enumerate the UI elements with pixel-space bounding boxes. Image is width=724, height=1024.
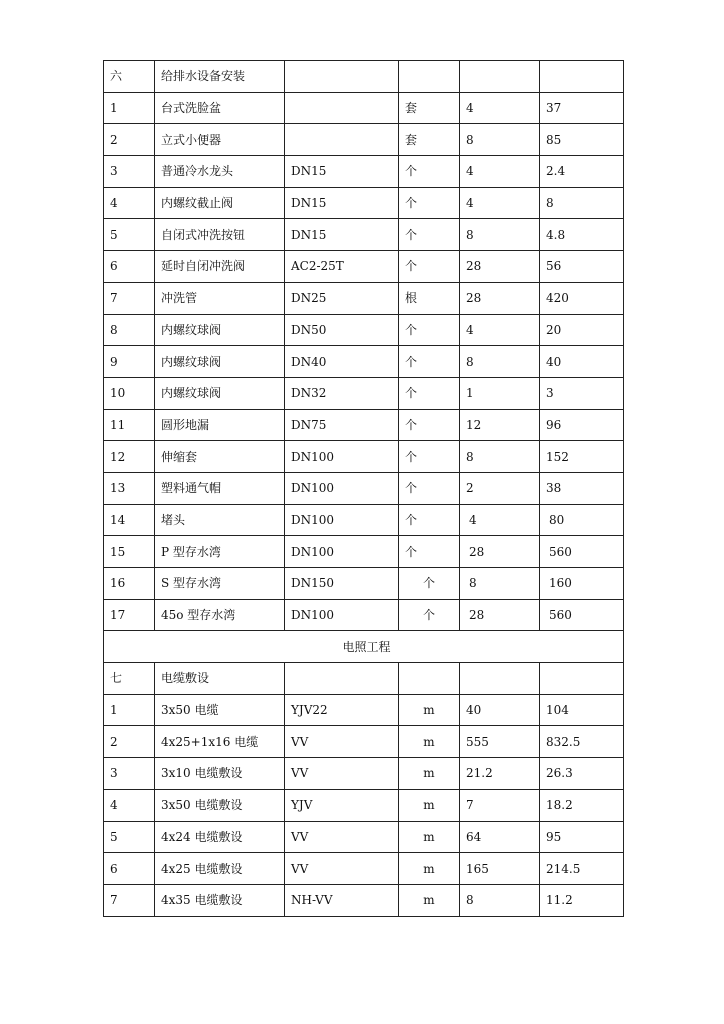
item-price: 11.2 xyxy=(540,884,624,916)
table-row xyxy=(104,219,624,251)
table-row xyxy=(104,726,624,758)
item-quantity: 21.2 xyxy=(460,758,540,790)
item-price: 26.3 xyxy=(540,758,624,790)
item-spec: DN15 xyxy=(285,156,399,188)
item-spec: DN25 xyxy=(285,282,399,314)
item-unit: 个 xyxy=(399,346,460,378)
item-number: 12 xyxy=(104,441,155,473)
item-spec: DN100 xyxy=(285,599,399,631)
item-quantity: 2 xyxy=(460,472,540,504)
item-price: 40 xyxy=(540,346,624,378)
empty-cell xyxy=(285,663,399,695)
item-price: 85 xyxy=(540,124,624,156)
item-quantity: 8 xyxy=(460,124,540,156)
item-unit: m xyxy=(399,884,460,916)
item-quantity: 555 xyxy=(460,726,540,758)
table-row xyxy=(104,156,624,188)
item-quantity: 165 xyxy=(460,853,540,885)
section-name: 给排水设备安装 xyxy=(155,61,285,93)
section-name: 电缆敷设 xyxy=(155,663,285,695)
item-unit: 个 xyxy=(399,568,460,600)
table-row xyxy=(104,441,624,473)
item-number: 15 xyxy=(104,536,155,568)
table-row xyxy=(104,124,624,156)
empty-cell xyxy=(460,61,540,93)
item-unit: 个 xyxy=(399,472,460,504)
item-spec: DN100 xyxy=(285,472,399,504)
item-quantity: 4 xyxy=(460,187,540,219)
item-price: 8 xyxy=(540,187,624,219)
item-number: 7 xyxy=(104,884,155,916)
table-row xyxy=(104,536,624,568)
item-name: 4x25 电缆敷设 xyxy=(155,853,285,885)
item-name: 3x10 电缆敷设 xyxy=(155,758,285,790)
item-quantity: 64 xyxy=(460,821,540,853)
item-name: 4x24 电缆敷设 xyxy=(155,821,285,853)
item-quantity: 8 xyxy=(460,884,540,916)
item-quantity: 28 xyxy=(460,599,540,631)
empty-cell xyxy=(540,663,624,695)
table-row xyxy=(104,821,624,853)
item-price: 80 xyxy=(540,504,624,536)
item-spec: VV xyxy=(285,726,399,758)
item-price: 152 xyxy=(540,441,624,473)
item-name: 普通冷水龙头 xyxy=(155,156,285,188)
equipment-table xyxy=(103,60,624,917)
table-row xyxy=(104,187,624,219)
table-row xyxy=(104,758,624,790)
item-price: 832.5 xyxy=(540,726,624,758)
item-unit: 个 xyxy=(399,536,460,568)
item-unit: 个 xyxy=(399,219,460,251)
item-spec: DN15 xyxy=(285,219,399,251)
item-number: 10 xyxy=(104,377,155,409)
section-row-water xyxy=(104,61,624,93)
item-number: 2 xyxy=(104,726,155,758)
item-price: 20 xyxy=(540,314,624,346)
item-price: 104 xyxy=(540,694,624,726)
empty-cell xyxy=(540,61,624,93)
item-quantity: 28 xyxy=(460,282,540,314)
table-row xyxy=(104,377,624,409)
item-spec: YJV xyxy=(285,789,399,821)
item-number: 11 xyxy=(104,409,155,441)
item-quantity: 1 xyxy=(460,377,540,409)
item-name: 3x50 电缆敷设 xyxy=(155,789,285,821)
item-number: 4 xyxy=(104,789,155,821)
item-number: 13 xyxy=(104,472,155,504)
item-name: 伸缩套 xyxy=(155,441,285,473)
item-spec: VV xyxy=(285,853,399,885)
item-name: 塑料通气帽 xyxy=(155,472,285,504)
item-unit: 个 xyxy=(399,156,460,188)
table-row xyxy=(104,853,624,885)
item-name: 立式小便器 xyxy=(155,124,285,156)
item-quantity: 8 xyxy=(460,219,540,251)
table-row xyxy=(104,282,624,314)
item-quantity: 4 xyxy=(460,156,540,188)
item-unit: 个 xyxy=(399,314,460,346)
item-quantity: 8 xyxy=(460,568,540,600)
item-name: S 型存水湾 xyxy=(155,568,285,600)
item-number: 16 xyxy=(104,568,155,600)
table-row xyxy=(104,568,624,600)
item-number: 3 xyxy=(104,156,155,188)
item-spec: DN15 xyxy=(285,187,399,219)
table-body xyxy=(104,61,624,917)
item-unit: 根 xyxy=(399,282,460,314)
item-quantity: 4 xyxy=(460,314,540,346)
item-quantity: 7 xyxy=(460,789,540,821)
item-spec xyxy=(285,92,399,124)
item-price: 37 xyxy=(540,92,624,124)
item-number: 14 xyxy=(104,504,155,536)
item-quantity: 4 xyxy=(460,504,540,536)
item-number: 5 xyxy=(104,219,155,251)
item-name: 4x35 电缆敷设 xyxy=(155,884,285,916)
item-quantity: 12 xyxy=(460,409,540,441)
item-name: 圆形地漏 xyxy=(155,409,285,441)
item-spec: DN75 xyxy=(285,409,399,441)
item-unit: 套 xyxy=(399,124,460,156)
item-name: 堵头 xyxy=(155,504,285,536)
item-price: 38 xyxy=(540,472,624,504)
item-spec: DN32 xyxy=(285,377,399,409)
item-unit: 个 xyxy=(399,377,460,409)
item-name: 内螺纹球阀 xyxy=(155,314,285,346)
item-price: 2.4 xyxy=(540,156,624,188)
item-quantity: 4 xyxy=(460,92,540,124)
item-unit: m xyxy=(399,821,460,853)
table-row xyxy=(104,92,624,124)
table-row xyxy=(104,884,624,916)
item-unit: m xyxy=(399,853,460,885)
item-number: 4 xyxy=(104,187,155,219)
item-unit: 个 xyxy=(399,187,460,219)
table-row xyxy=(104,251,624,283)
item-unit: 个 xyxy=(399,409,460,441)
item-number: 7 xyxy=(104,282,155,314)
item-spec: DN150 xyxy=(285,568,399,600)
item-name: 内螺纹截止阀 xyxy=(155,187,285,219)
table-row xyxy=(104,314,624,346)
item-spec xyxy=(285,124,399,156)
item-name: 冲洗管 xyxy=(155,282,285,314)
empty-cell xyxy=(285,61,399,93)
item-price: 3 xyxy=(540,377,624,409)
item-spec: VV xyxy=(285,758,399,790)
table-row xyxy=(104,599,624,631)
section-row-cable xyxy=(104,663,624,695)
item-number: 1 xyxy=(104,92,155,124)
table-row xyxy=(104,409,624,441)
table-row xyxy=(104,789,624,821)
empty-cell xyxy=(460,663,540,695)
item-quantity: 28 xyxy=(460,251,540,283)
item-number: 9 xyxy=(104,346,155,378)
item-number: 17 xyxy=(104,599,155,631)
item-number: 2 xyxy=(104,124,155,156)
item-price: 18.2 xyxy=(540,789,624,821)
item-spec: DN50 xyxy=(285,314,399,346)
item-quantity: 8 xyxy=(460,441,540,473)
item-spec: AC2-25T xyxy=(285,251,399,283)
item-name: 台式洗脸盆 xyxy=(155,92,285,124)
item-name: 3x50 电缆 xyxy=(155,694,285,726)
item-unit: m xyxy=(399,789,460,821)
table-row xyxy=(104,504,624,536)
item-spec: DN40 xyxy=(285,346,399,378)
item-number: 8 xyxy=(104,314,155,346)
item-unit: 个 xyxy=(399,599,460,631)
section-title-row xyxy=(104,631,624,663)
section-number: 六 xyxy=(104,61,155,93)
item-price: 420 xyxy=(540,282,624,314)
item-spec: NH-VV xyxy=(285,884,399,916)
item-price: 560 xyxy=(540,536,624,568)
item-name: 延时自闭冲洗阀 xyxy=(155,251,285,283)
item-price: 56 xyxy=(540,251,624,283)
item-unit: 个 xyxy=(399,251,460,283)
item-spec: DN100 xyxy=(285,504,399,536)
item-number: 3 xyxy=(104,758,155,790)
item-unit: 个 xyxy=(399,441,460,473)
item-unit: m xyxy=(399,758,460,790)
item-number: 6 xyxy=(104,251,155,283)
item-price: 160 xyxy=(540,568,624,600)
table-row xyxy=(104,694,624,726)
lighting-title: 电照工程 xyxy=(104,631,624,663)
item-name: P 型存水湾 xyxy=(155,536,285,568)
item-spec: DN100 xyxy=(285,441,399,473)
item-unit: 套 xyxy=(399,92,460,124)
item-quantity: 28 xyxy=(460,536,540,568)
item-unit: m xyxy=(399,726,460,758)
item-name: 自闭式冲洗按钮 xyxy=(155,219,285,251)
section-number: 七 xyxy=(104,663,155,695)
item-name: 内螺纹球阀 xyxy=(155,346,285,378)
item-price: 96 xyxy=(540,409,624,441)
table-row xyxy=(104,346,624,378)
item-spec: VV xyxy=(285,821,399,853)
item-unit: 个 xyxy=(399,504,460,536)
item-name: 4x25+1x16 电缆 xyxy=(155,726,285,758)
item-number: 6 xyxy=(104,853,155,885)
item-quantity: 8 xyxy=(460,346,540,378)
item-price: 560 xyxy=(540,599,624,631)
item-spec: DN100 xyxy=(285,536,399,568)
empty-cell xyxy=(399,61,460,93)
item-unit: m xyxy=(399,694,460,726)
item-price: 95 xyxy=(540,821,624,853)
empty-cell xyxy=(399,663,460,695)
item-name: 内螺纹球阀 xyxy=(155,377,285,409)
table-row xyxy=(104,472,624,504)
item-number: 1 xyxy=(104,694,155,726)
item-name: 45o 型存水湾 xyxy=(155,599,285,631)
item-price: 214.5 xyxy=(540,853,624,885)
item-price: 4.8 xyxy=(540,219,624,251)
item-spec: YJV22 xyxy=(285,694,399,726)
item-number: 5 xyxy=(104,821,155,853)
item-quantity: 40 xyxy=(460,694,540,726)
